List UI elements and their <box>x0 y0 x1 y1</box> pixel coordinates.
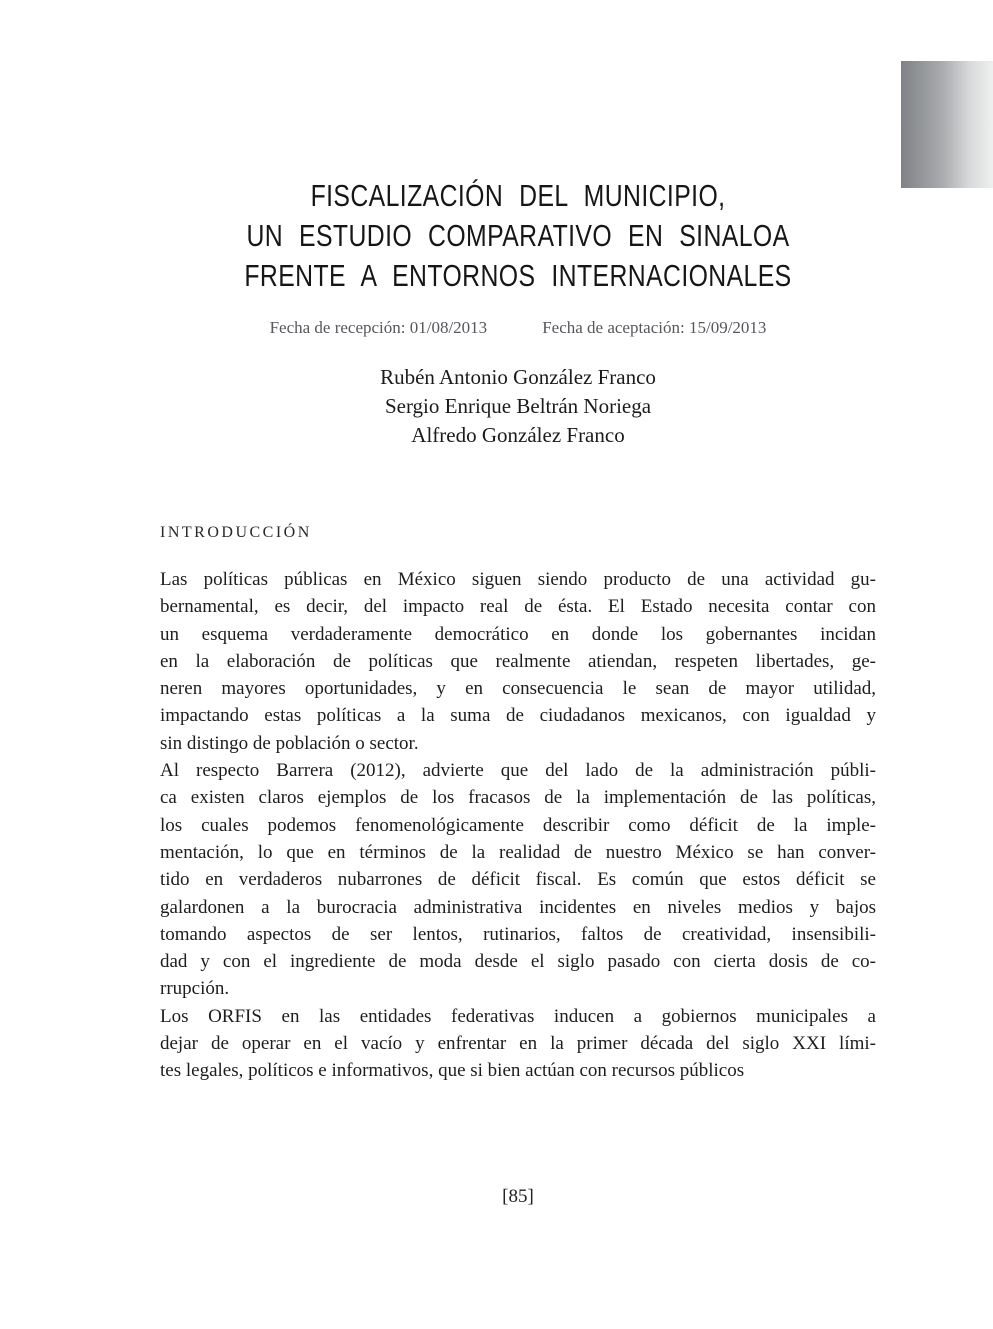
dates-row <box>160 318 876 338</box>
paragraph-2 <box>160 757 876 1003</box>
article-title-line: FRENTE A ENTORNOS INTERNACIONALES <box>244 258 792 293</box>
text-line: en la elaboración de políticas que realmente atiendan, respeten libertades, ge- <box>160 650 876 672</box>
text-line: dejar de operar en el vacío y enfrentar en la primer década del siglo XXI lími- <box>160 1033 876 1055</box>
text-line: un esquema verdaderamente democrático en donde los gobernantes incidan <box>160 623 876 645</box>
article-title-line: FISCALIZACIÓN DEL MUNICIPIO, <box>310 178 726 213</box>
article-body <box>160 566 876 1085</box>
page-number: [85] <box>502 1186 534 1207</box>
text-line: tomando aspectos de ser lentos, rutinarios, faltos de creatividad, insensibili- <box>160 923 876 945</box>
text-line: Los ORFIS en las entidades federativas inducen a gobiernos municipales a <box>160 1005 876 1027</box>
text-line: tido en verdaderos nubarrones de déficit fiscal. Es común que estos déficit se <box>160 869 876 891</box>
text-line: mentación, lo que en términos de la realidad de nuestro México se han conver- <box>160 841 876 863</box>
text-line: Al respecto Barrera (2012), advierte que del lado de la administración públi- <box>160 760 876 782</box>
article-title <box>160 176 876 296</box>
reception-date-label: Fecha de recepción: 01/08/2013 <box>269 318 488 337</box>
text-line: impactando estas políticas a la suma de ciudadanos mexicanos, con igualdad y <box>160 705 876 727</box>
authors-list <box>160 363 876 450</box>
section-heading-introduccion: INTRODUCCIÓN <box>160 524 312 541</box>
text-line: sin distingo de población o sector. <box>160 732 419 754</box>
acceptance-date-label: Fecha de aceptación: 15/09/2013 <box>542 318 767 337</box>
text-line: los cuales podemos fenomenológicamente describir como déficit de la imple- <box>160 814 876 836</box>
author-name: Sergio Enrique Beltrán Noriega <box>384 394 652 418</box>
text-line: rrupción. <box>160 978 230 1000</box>
article-title-line: UN ESTUDIO COMPARATIVO EN SINALOA <box>246 218 790 253</box>
text-line: dad y con el ingrediente de moda desde el siglo pasado con cierta dosis de co- <box>160 951 876 973</box>
text-line: tes legales, políticos e informativos, que si bien actúan con recursos públicos <box>160 1060 745 1082</box>
text-line: galardonen a la burocracia administrativa incidentes en niveles medios y bajos <box>160 896 876 918</box>
text-line: ca existen claros ejemplos de los fracasos de la implementación de las políticas, <box>160 787 876 809</box>
author-name: Alfredo González Franco <box>411 423 625 447</box>
corner-gradient-tab <box>901 61 993 188</box>
text-line: Las políticas públicas en México siguen siendo producto de una actividad gu- <box>160 569 876 590</box>
author-name: Rubén Antonio González Franco <box>380 365 656 389</box>
paragraph-1 <box>160 566 876 757</box>
text-line: bernamental, es decir, del impacto real de ésta. El Estado necesita contar con <box>160 596 876 618</box>
text-line: neren mayores oportunidades, y en consecuencia le sean de mayor utilidad, <box>160 678 876 700</box>
paragraph-3 <box>160 1003 876 1085</box>
